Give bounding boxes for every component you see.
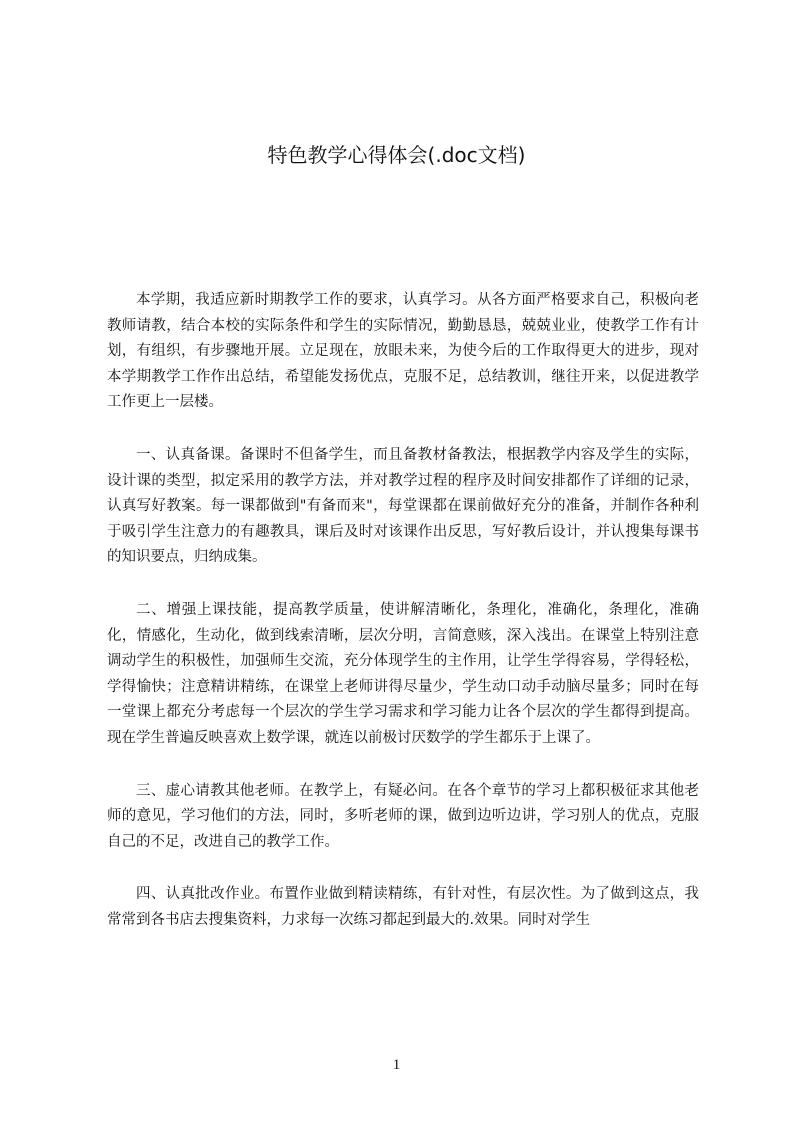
paragraph-homework-correction: 四、认真批改作业。布置作业做到精读精练，有针对性，有层次性。为了做到这点，我常常到各书店去搜集资料，力求每一次练习都起到最大的.效果。同时对学生 (107, 886, 699, 928)
paragraph-teaching-skills: 二、增强上课技能，提高教学质量，使讲解清晰化，条理化，准确化，条理化，准确化，情感化，生动化，做到线索清晰，层次分明，言简意赅，深入浅出。在课堂上特别注意调动学生的积极性，加强师生交流，充分体现学生的主作用，让学生学得容易，学得轻松，学得愉快；注意精讲精练，在课堂上老师讲得尽量少，学生动口动手动脑尽量多；同时在每一堂课上都充分考虑每一个层次的学生学习需求和学习能力让各个层次的学生都得到提高。现在学生普遍反映喜欢上数学课，就连以前极讨厌数学的学生都乐于上课了。 (107, 601, 699, 746)
document-body (107, 288, 699, 960)
page-number: 1 (392, 1057, 401, 1073)
paragraph-lesson-preparation: 一、认真备课。备课时不但备学生，而且备教材备教法，根据教学内容及学生的实际，设计课的类型，拟定采用的教学方法，并对教学过程的程序及时间安排都作了详细的记录，认真写好教案。每一课都做到"有备而来"，每堂课都在课前做好充分的准备，并制作各种利于吸引学生注意力的有趣教具，课后及时对该课作出反思，写好教后设计，并认搜集每课书的知识要点，归纳成集。 (107, 446, 699, 566)
document-title: 特色教学心得体会(.doc文档) (267, 143, 526, 167)
paragraph-consult-teachers: 三、虚心请教其他老师。在教学上，有疑必问。在各个章节的学习上都积极征求其他老师的意见，学习他们的方法，同时，多听老师的课，做到边听边讲，学习别人的优点，克服自己的不足，改进自己的教学工作。 (107, 782, 699, 850)
paragraph-intro: 本学期，我适应新时期教学工作的要求，认真学习。从各方面严格要求自己，积极向老教师请教，结合本校的实际条件和学生的实际情况，勤勤恳恳，兢兢业业，使教学工作有计划，有组织，有步骤地开展。立足现在，放眼未来，为使今后的工作取得更大的进步，现对本学期教学工作作出总结，希望能发扬优点，克服不足，总结教训，继往开来，以促进教学工作更上一层楼。 (107, 292, 699, 411)
